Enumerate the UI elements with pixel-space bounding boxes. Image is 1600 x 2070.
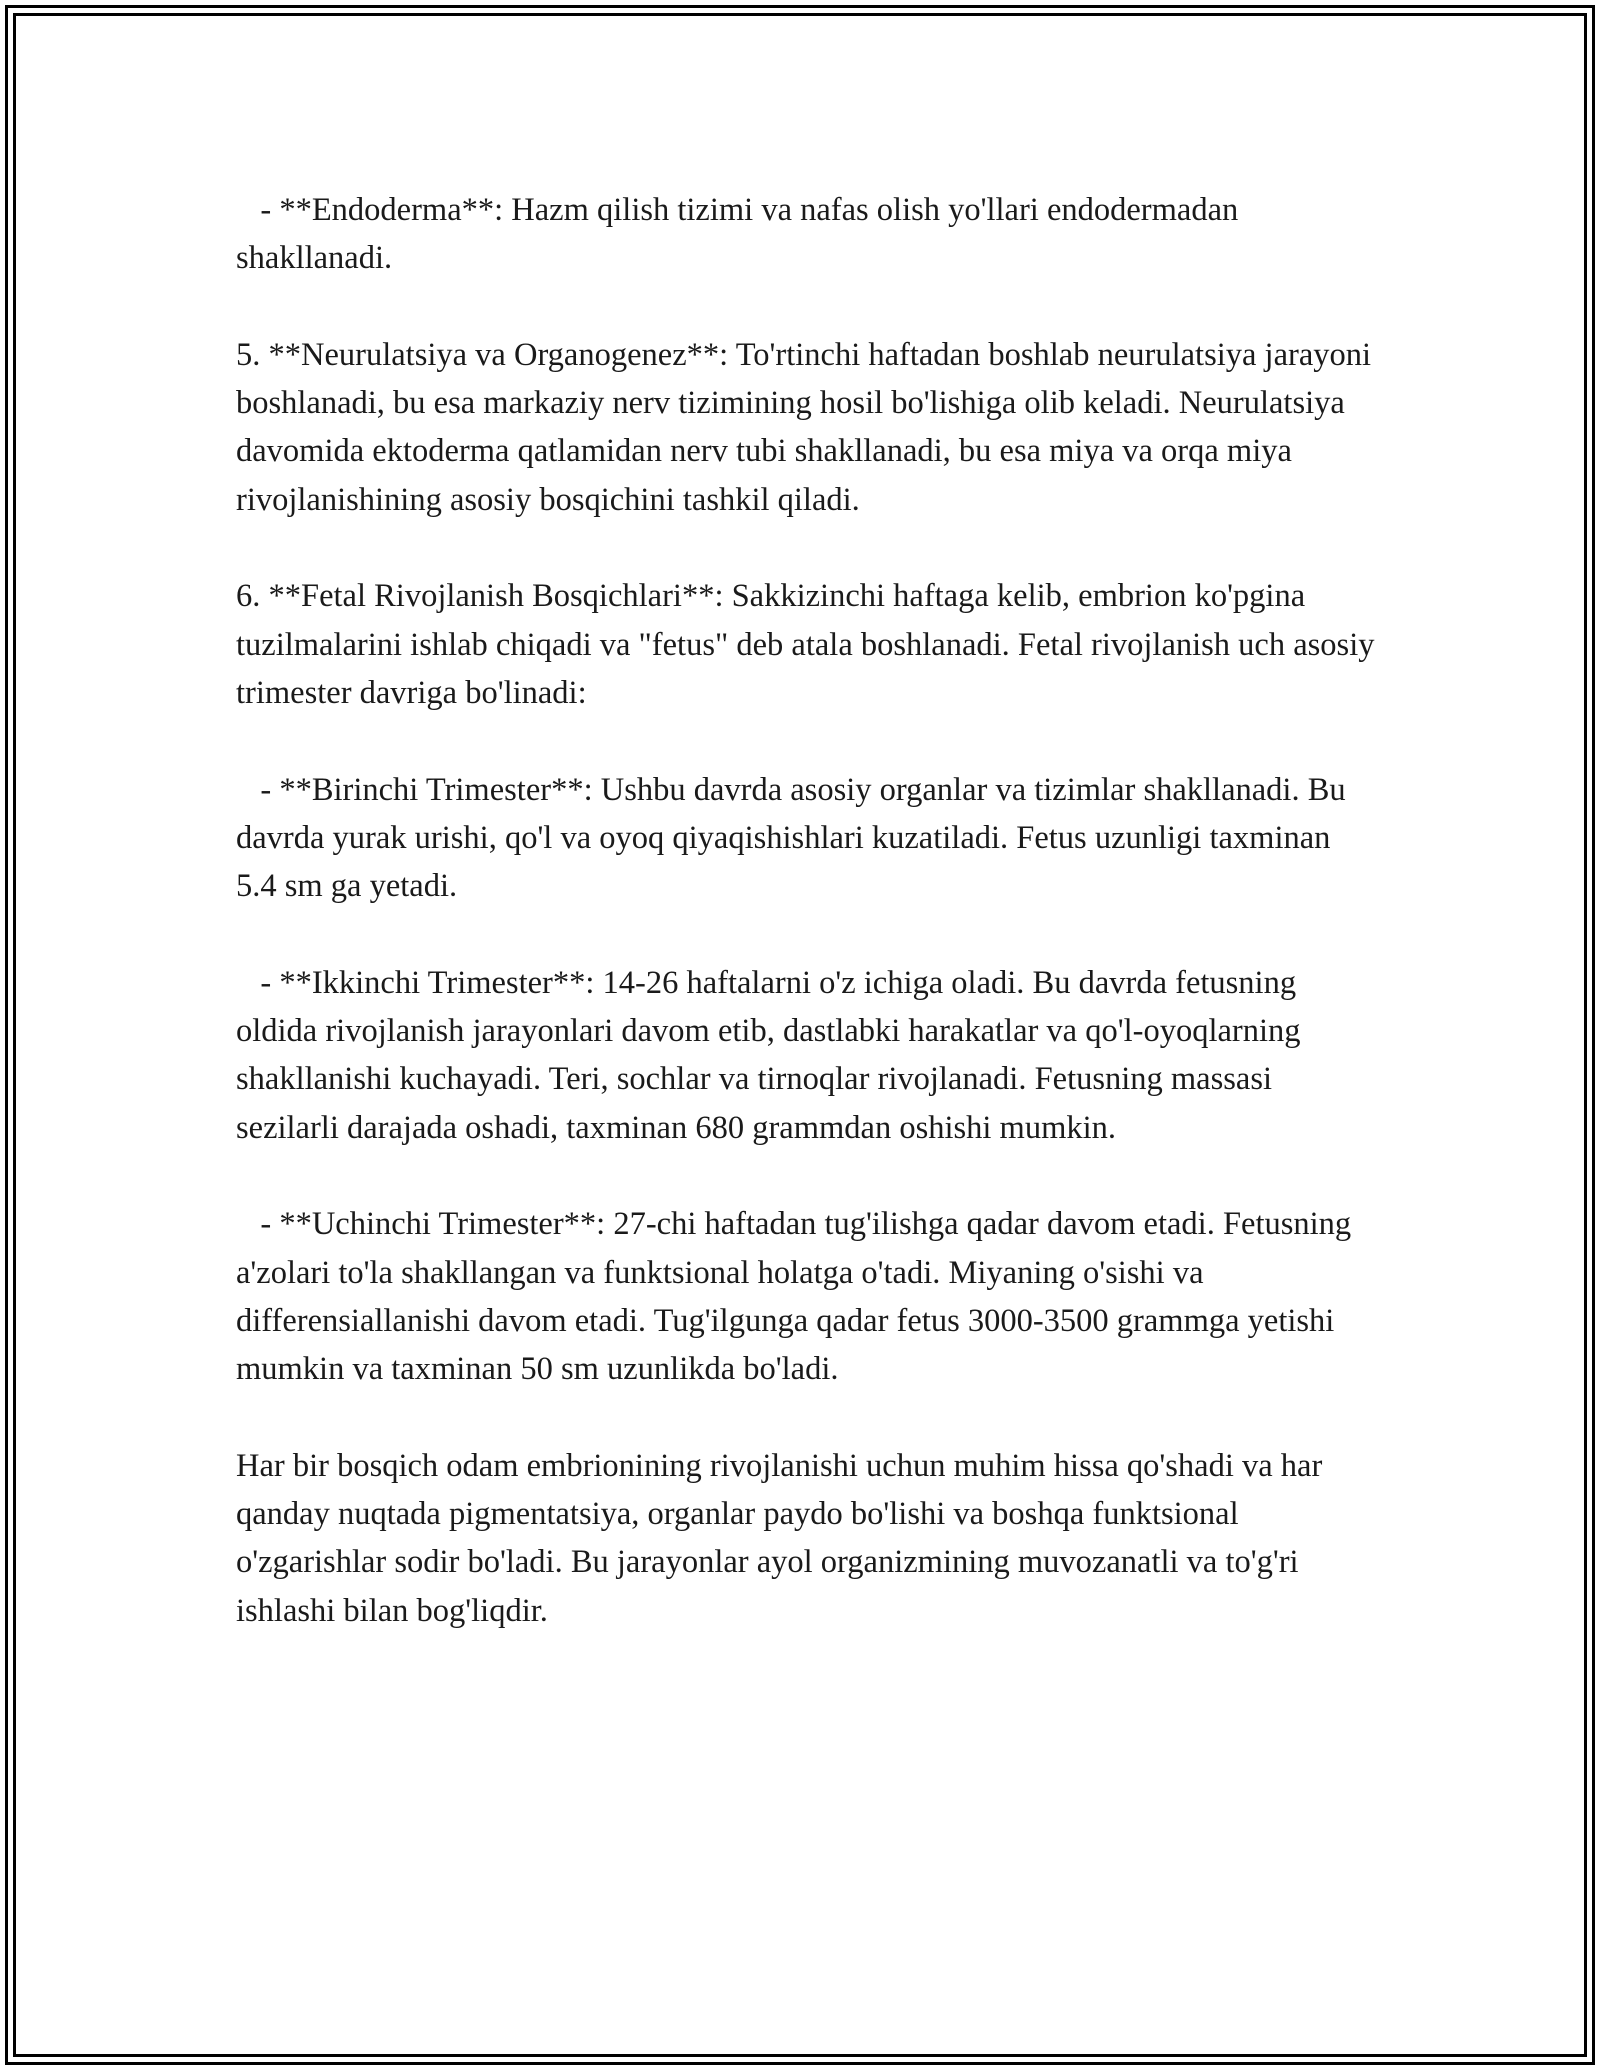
paragraph-conclusion: Har bir bosqich odam embrionining rivojlanishi uchun muhim hissa qo'shadi va har qanday nuqtada pigmentatsiya, organlar paydo bo'lishi va boshqa funktsional o'zgarishlar sodir bo'ladi. Bu jarayonlar ayol organizmining muvozanatli va to'g'ri ishlashi bilan bog'liqdir. xyxy=(236,1447,1331,1629)
paragraph-ikkinchi-trimester: - **Ikkinchi Trimester**: 14-26 haftalarni o'z ichiga oladi. Bu davrda fetusning oldida rivojlanish jarayonlari davom etib, dastlabki harakatlar va qo'l-oyoqlarning shakllanishi kuchayadi. Teri, sochlar va tirnoqlar rivojlanadi. Fetusning massasi sezilarli darajada oshadi, taxminan 680 grammdan oshishi mumkin. xyxy=(236,964,1309,1146)
paragraph-endoderma: - **Endoderma**: Hazm qilish tizimi va nafas olish yo'llari endodermadan shakllanadi. xyxy=(236,192,1247,277)
paragraph-neurulatsiya: 5. **Neurulatsiya va Organogenez**: To'rtinchi haftadan boshlab neurulatsiya jarayoni boshlanadi, bu esa markaziy nerv tizimining hosil bo'lishiga olib keladi. Neurulatsiya davomida ektoderma qatlamidan nerv tubi shakllanadi, bu esa miya va orqa miya rivojlanishining asosiy bosqichini tashkil qiladi. xyxy=(236,336,1380,518)
paragraph-fetal-rivojlanish: 6. **Fetal Rivojlanish Bosqichlari**: Sakkizinchi haftaga kelib, embrion ko'pgina tuzilmalarini ishlab chiqadi va "fetus" deb atala boshlanadi. Fetal rivojlanish uch asosiy trimester davriga bo'linadi: xyxy=(236,578,1383,711)
paragraph-birinchi-trimester: - **Birinchi Trimester**: Ushbu davrda asosiy organlar va tizimlar shakllanadi. Bu davrda yurak urishi, qo'l va oyoq qiyaqishishlari kuzatiladi. Fetus uzunligi taxminan 5.4 sm ga yetadi. xyxy=(236,771,1354,905)
paragraph-uchinchi-trimester: - **Uchinchi Trimester**: 27-chi haftadan tug'ilishga qadar davom etadi. Fetusning a'zolari to'la shakllangan va funktsional holatga o'tadi. Miyaning o'sishi va differensiallanishi davom etadi. Tug'ilgunga qadar fetus 3000-3500 grammga yetishi mumkin va taxminan 50 sm uzunlikda bo'ladi. xyxy=(236,1206,1360,1388)
document-body xyxy=(236,186,1383,1635)
